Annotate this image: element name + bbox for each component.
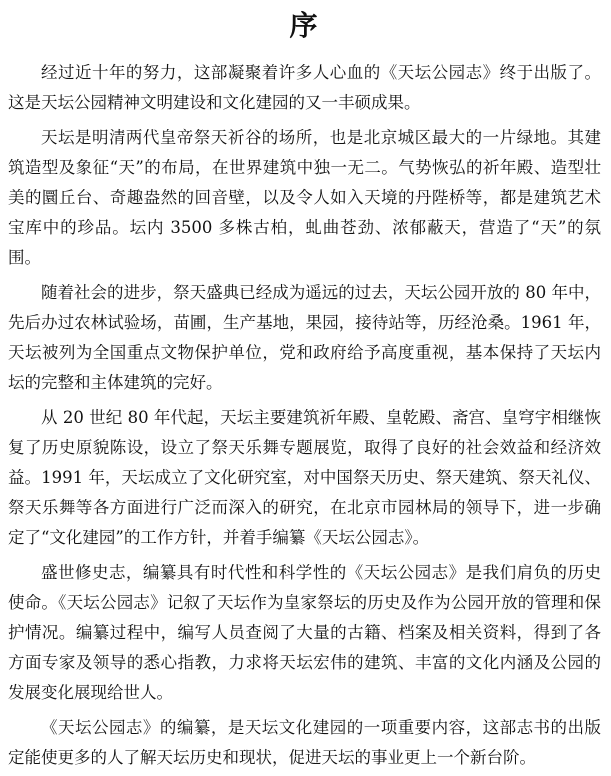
page-title: 序: [289, 9, 320, 42]
paragraph: 天坛是明清两代皇帝祭天祈谷的场所，也是北京城区最大的一片绿地。其建筑造型及象征“天”的布局，在世界建筑中独一无二。气势恢弘的祈年殿、造型壮美的圜丘台、奇趣盎然的回音壁，以及令人如入天境的丹陛桥等，都是建筑艺术宝库中的珍品。坛内 3500 多株古柏，虬曲苍劲、浓郁蔽天，营造了“天”的氛围。: [8, 128, 601, 267]
paragraph: 经过近十年的努力，这部凝聚着许多人心血的《天坛公园志》终于出版了。这是天坛公园精神文明建设和文化建园的又一丰硕成果。: [8, 63, 601, 112]
paragraph: 盛世修史志，编纂具有时代性和科学性的《天坛公园志》是我们肩负的历史使命。《天坛公园志》记叙了天坛作为皇家祭坛的历史及作为公园开放的管理和保护情况。编纂过程中，编写人员查阅了大量的古籍、档案及相关资料，得到了各方面专家及领导的悉心指教，力求将天坛宏伟的建筑、丰富的文化内涵及公园的发展变化展现给世人。: [8, 563, 601, 702]
paragraph: 随着社会的进步，祭天盛典已经成为遥远的过去，天坛公园开放的 80 年中，先后办过农林试验场，苗圃，生产基地，果园，接待站等，历经沧桑。1961 年，天坛被列为全国重点文物保护单位，党和政府给予高度重视，基本保持了天坛内坛的完整和主体建筑的完好。: [8, 283, 601, 392]
paragraph: 《天坛公园志》的编纂，是天坛文化建园的一项重要内容，这部志书的出版定能使更多的人了解天坛历史和现状，促进天坛的事业更上一个新台阶。: [8, 718, 601, 767]
paragraph: 从 20 世纪 80 年代起，天坛主要建筑祈年殿、皇乾殿、斋宫、皇穹宇相继恢复了历史原貌陈设，设立了祭天乐舞专题展览，取得了良好的社会效益和经济效益。1991 年，天坛成立了文化研究室，对中国祭天历史、祭天建筑、祭天礼仪、祭天乐舞等各方面进行广泛而深入的研究，在北京市园林局的领导下，进一步确定了“文化建园”的工作方针，并着手编纂《天坛公园志》。: [8, 408, 601, 547]
